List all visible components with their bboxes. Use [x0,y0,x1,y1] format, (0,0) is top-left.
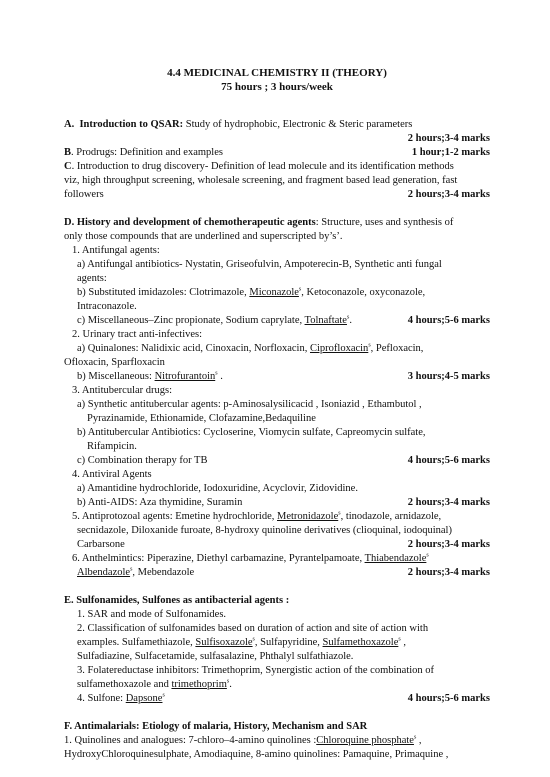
list-item: a) Synthetic antitubercular agents: p-Aminosalysilicacid , Isoniazid , Ethambutol , [77,399,422,410]
list-item: b) Antitubercular Antibiotics: Cycloserine, Viomycin sulfate, Capreomycin sulfate, [77,427,426,438]
list-item: Albendazole$^s$, Mebendazole 2 hours;3-4 marks [77,566,490,578]
list-item: Carbarsone 2 hours;3-4 marks [77,539,490,550]
list-item: c) Miscellaneous–Zinc propionate, Sodium caprylate, Tolnaftate$^s$. 4 hours;5-6 marks [77,314,490,326]
marks-label: 4 hours;5-6 marks [407,315,490,326]
marks-label: 2 hours;3-4 marks [407,497,490,508]
list-item: b) Anti-AIDS: Aza thymidine, Suramin 2 hours;3-4 marks [77,497,490,508]
list-item: a) Quinalones: Nalidixic acid, Cinoxacin, Norfloxacin, Ciprofloxacin$^s$, Pefloxacin, [77,342,424,354]
document-subtitle: 75 hours ; 3 hours/week [221,81,333,93]
list-item: 5. Antiprotozoal agents: Emetine hydrochloride, Metronidazole$^s$, tinodazole, arnidazole, [72,510,442,522]
list-item: 2. Urinary tract anti-infectives: [72,329,203,340]
list-item: 4. Antiviral Agents [72,469,152,480]
section-c-marks: 2 hours;3-4 marks [407,189,490,200]
list-item: a) Antifungal antibiotics- Nystatin, Griseofulvin, Ampoterecin-B, Synthetic anti fungal [77,259,442,270]
list-item: 3. Folatereductase inhibitors: Trimethoprim, Synergistic action of the combination of [77,665,435,676]
section-c: C. Introduction to drug discovery- Definition of lead molecule and its identification methods [64,161,454,172]
list-item: a) Amantidine hydrochloride, Iodoxuridine, Acyclovir, Zidovidine. [77,483,358,494]
section-f-heading: F. Antimalarials: Etiology of malaria, History, Mechanism and SAR [64,721,368,732]
list-item: HydroxyChloroquinesulphate, Amodiaquine, 8-amino quinolines: Pamaquine, Primaquine , [64,749,449,760]
list-item: 4. Sulfone: Dapsone$^s$ 4 hours;5-6 marks [77,692,490,704]
section-a-marks: 2 hours;3-4 marks [407,133,490,144]
list-item: c) Combination therapy for TB 4 hours;5-6 marks [77,455,490,466]
section-a-heading: Introduction to QSAR: [79,119,184,130]
section-e-heading: E. Sulfonamides, Sulfones as antibacterial agents : [64,595,290,606]
list-item: secnidazole, Diloxanide furoate, 8-hydroxy quinoline derivatives (clioquinal, iodoquinal) [77,525,452,536]
section-a: A. Introduction to QSAR: Study of hydrophobic, Electronic & Steric parameters [64,119,413,130]
list-item: Intraconazole. [77,301,137,312]
list-item: 3. Antitubercular drugs: [72,385,173,396]
list-item: examples. Sulfamethiazole, Sulfisoxazole$^s$, Sulfapyridine, Sulfamethoxazole$^s$ , [77,636,406,648]
marks-label: 2 hours;3-4 marks [407,539,490,550]
section-b: B. Prodrugs: Definition and examples 1 hour;1-2 marks [64,147,490,158]
marks-label: 3 hours;4-5 marks [407,371,490,382]
list-item: 6. Anthelmintics: Piperazine, Diethyl carbamazine, Pyrantelpamoate, Thiabendazole$^s$ [72,552,429,564]
section-c-line: followers 2 hours;3-4 marks [64,189,490,200]
section-a-marks-row [64,132,490,146]
list-item: 1. SAR and mode of Sulfonamides. [77,609,227,620]
list-item: Pyrazinamide, Ethionamide, Clofazamine,Bedaquiline [87,413,316,424]
list-item: b) Substituted imidazoles: Clotrimazole, Miconazole$^s$, Ketoconazole, oxyconazole, [77,286,426,298]
list-item: Rifampicin. [87,441,137,452]
list-item: 1. Quinolines and analogues: 7-chloro–4-amino quinolines :Chloroquine phosphate$^s$ , [64,734,422,746]
section-b-marks: 1 hour;1-2 marks [411,147,490,158]
section-d-line: only those compounds that are underlined and superscripted by’s’. [64,231,343,242]
section-c-line: viz, high throughput screening, wholesale screening, and fragment based lead generation, fast [64,175,458,186]
marks-label: 4 hours;5-6 marks [407,455,490,466]
list-item: Ofloxacin, Sparfloxacin [64,357,165,368]
document-page [64,66,490,762]
section-d: D. History and development of chemotherapeutic agents: Structure, uses and synthesis of [64,217,454,228]
section-d-heading: . History and development of chemotherapeutic agents [71,217,316,228]
list-item: Sulfadiazine, Sulfacetamide, sulfasalazine, Phthalyl sulfathiazole. [77,651,354,662]
list-item: sulfamethoxazole and trimethoprim$^s$. [77,678,232,690]
document-title: 4.4 MEDICINAL CHEMISTRY II (THEORY) [167,67,387,79]
list-item: 2. Classification of sulfonamides based on duration of action and site of action with [77,623,429,634]
marks-label: 2 hours;3-4 marks [407,567,490,578]
marks-label: 4 hours;5-6 marks [407,693,490,704]
list-item: b) Miscellaneous: Nitrofurantoin$^s$ . 3 hours;4-5 marks [77,370,490,382]
list-item: 1. Antifungal agents: [72,245,160,256]
list-item: agents: [77,273,107,284]
